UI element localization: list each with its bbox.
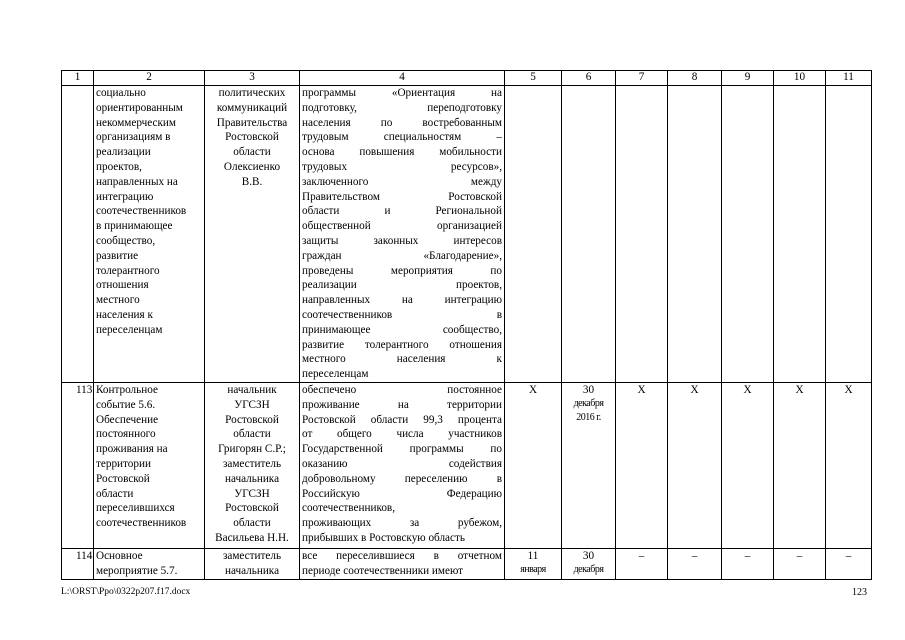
header-cell: 2 [94, 71, 205, 86]
text-line: организациям в [96, 131, 171, 144]
start-date-cell [505, 548, 562, 579]
row-number-cell: 113 [62, 382, 94, 548]
text-line: Государственной программы по [302, 443, 502, 456]
page-number: 123 [852, 587, 867, 598]
text-line: обеспечено постоянное [302, 383, 502, 396]
text-line: в принимающее [96, 220, 173, 233]
text-line: переселившихся [96, 502, 175, 515]
header-cell: 3 [205, 71, 300, 86]
value-cell: – [668, 548, 722, 579]
text-line: периоде соотечественники имеют [302, 564, 464, 577]
data-table [61, 70, 872, 580]
text-line: соотечественников в [302, 308, 502, 321]
header-cell: 6 [562, 71, 616, 86]
row-number-cell [62, 86, 94, 383]
text-line: защиты законных интересов [302, 234, 502, 247]
text-line: социально [96, 87, 146, 99]
end-date-cell [562, 548, 616, 579]
text-line: 2016 г. [576, 411, 601, 423]
value-cell: Х [668, 382, 722, 548]
empty-cell [668, 86, 722, 383]
text-line: области [233, 517, 271, 530]
text-line: трудовым специальностям – [302, 131, 502, 144]
value-cell: – [616, 548, 668, 579]
text-line: развитие [96, 249, 139, 262]
text-line: области и Региональной [302, 205, 502, 218]
text-line: трудовых ресурсов», [302, 160, 502, 173]
text-line: граждан «Благодарение», [302, 249, 502, 262]
header-cell: 9 [722, 71, 774, 86]
empty-cell [616, 86, 668, 383]
value-cell: Х [774, 382, 826, 548]
text-line: Контрольное [96, 383, 158, 396]
text-line: Григорян С.Р.; [218, 443, 286, 456]
text-line: все переселившиеся в отчетном [302, 549, 502, 562]
table-row [62, 382, 872, 548]
header-cell: 7 [616, 71, 668, 86]
text-line: территории [96, 457, 151, 470]
result-cell [300, 548, 505, 579]
responsible-cell [205, 382, 300, 548]
text-line: подготовку, переподготовку [302, 101, 502, 114]
text-line: 30 [582, 383, 595, 396]
empty-cell [774, 86, 826, 383]
text-line: проектов, [96, 160, 142, 173]
text-line: направленных на интеграцию [302, 294, 502, 307]
start-date-cell: Х [505, 382, 562, 548]
table-header-row [62, 71, 872, 86]
table-row [62, 548, 872, 579]
text-line: области [233, 428, 271, 441]
text-line: постоянного [96, 428, 156, 441]
empty-cell [505, 86, 562, 383]
text-line: начальника [224, 472, 280, 485]
text-line: добровольному переселению в [302, 472, 502, 485]
text-line: Правительством Ростовской [302, 190, 502, 203]
value-cell: – [722, 548, 774, 579]
value-cell: Х [826, 382, 872, 548]
text-line: области [233, 146, 271, 159]
text-line: событие 5.6. [96, 398, 156, 411]
text-line: политических [218, 87, 286, 99]
measure-name-cell [94, 382, 205, 548]
text-line: УГСЗН [234, 398, 270, 411]
text-line: ориентированным [96, 101, 183, 114]
end-date-cell [562, 382, 616, 548]
text-line: Васильева Н.Н. [215, 531, 289, 544]
text-line: реализации [96, 146, 151, 159]
text-line: мероприятие 5.7. [96, 564, 178, 577]
result-cell [300, 86, 505, 383]
value-cell: – [826, 548, 872, 579]
text-line: 11 [527, 549, 539, 562]
text-line: области [96, 487, 134, 500]
header-cell: 11 [826, 71, 872, 86]
text-line: УГСЗН [234, 487, 270, 500]
text-line: Ростовской [225, 131, 279, 144]
row-number-cell: 114 [62, 548, 94, 579]
text-line: проживание на территории [302, 398, 502, 411]
empty-cell [722, 86, 774, 383]
text-line: развитие толерантного отношения [302, 338, 502, 351]
header-cell: 5 [505, 71, 562, 86]
header-cell: 8 [668, 71, 722, 86]
text-line: В.В. [241, 175, 263, 188]
text-line: интеграцию [96, 190, 154, 203]
text-line: населения к [96, 308, 153, 321]
result-cell [300, 382, 505, 548]
header-cell: 1 [62, 71, 94, 86]
text-line: реализации проектов, [302, 279, 502, 292]
text-line: направленных на [96, 175, 178, 188]
text-line: отношения [96, 279, 149, 292]
text-line: декабря [573, 397, 604, 409]
empty-cell [826, 86, 872, 383]
empty-cell [562, 86, 616, 383]
text-line: соотечественников [96, 517, 187, 530]
responsible-cell [205, 86, 300, 383]
text-line: Обеспечение [96, 413, 159, 426]
value-cell: Х [616, 382, 668, 548]
text-line: Ростовской области 99,3 процента [302, 413, 502, 426]
value-cell: Х [722, 382, 774, 548]
text-line: некоммерческим [96, 116, 176, 129]
text-line: проживающих за рубежом, [302, 517, 502, 530]
text-line: коммуникаций [216, 101, 288, 114]
file-path-footer: L:\ORST\Ppo\0322p207.f17.docx [61, 587, 191, 597]
text-line: Российскую Федерацию [302, 487, 502, 500]
value-cell: – [774, 548, 826, 579]
text-line: соотечественников, [302, 502, 395, 515]
text-line: Ростовской [225, 413, 279, 426]
text-line: Ростовской [225, 502, 279, 515]
text-line: начальник [227, 383, 277, 396]
text-line: сообщество, [96, 234, 156, 247]
text-line: прибывших в Ростовскую область [302, 531, 465, 544]
measure-name-cell [94, 548, 205, 579]
text-line: проживания на [96, 443, 168, 456]
text-line: Основное [96, 549, 143, 562]
text-line: принимающее сообщество, [302, 323, 502, 336]
text-line: программы «Ориентация на [302, 87, 502, 99]
text-line: соотечественников [96, 205, 187, 218]
text-line: проведены мероприятия по [302, 264, 502, 277]
text-line: начальника [224, 564, 280, 577]
text-line: переселенцам [302, 368, 369, 381]
header-cell: 4 [300, 71, 505, 86]
text-line: заместитель [222, 457, 282, 470]
responsible-cell [205, 548, 300, 579]
text-line: от общего числа участников [302, 428, 502, 441]
text-line: Олексиенко [223, 160, 281, 173]
text-line: местного населения к [302, 353, 502, 366]
measure-name-cell [94, 86, 205, 383]
text-line: оказанию содействия [302, 457, 502, 470]
text-line: декабря [573, 563, 604, 575]
text-line: Ростовской [96, 472, 150, 485]
table-row [62, 86, 872, 383]
text-line: 30 [582, 549, 595, 562]
text-line: января [520, 563, 546, 575]
text-line: Правительства [216, 116, 288, 129]
header-cell: 10 [774, 71, 826, 86]
text-line: переселенцам [96, 323, 163, 336]
text-line: заключенного между [302, 175, 502, 188]
text-line: основа повышения мобильности [302, 146, 502, 159]
text-line: населения по востребованным [302, 116, 502, 129]
text-line: местного [96, 294, 140, 307]
text-line: общественной организацией [302, 220, 502, 233]
text-line: толерантного [96, 264, 160, 277]
text-line: заместитель [222, 549, 282, 562]
